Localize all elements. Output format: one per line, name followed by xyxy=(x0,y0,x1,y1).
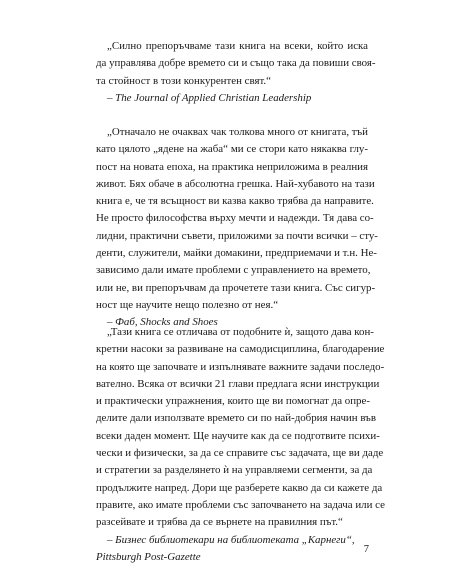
quote-line: разсейвате и трябва да се върнете на правилния път.“ xyxy=(96,516,343,529)
quote-line: „Отначало не очаквах чак толкова много от книгата, тъй xyxy=(107,126,368,138)
quote-line: „Тази книга се отличава от подобните ѝ, защото дава кон- xyxy=(107,326,374,338)
source-dash: – xyxy=(107,533,116,546)
quote-source xyxy=(96,532,368,549)
quote-line: кретни насоки за развиване на самодисциплина, благодарение xyxy=(96,343,385,356)
source-dash: – xyxy=(107,91,116,104)
quote-source xyxy=(96,90,368,107)
quote-line: продължите напред. Дори ще разберете какво да си кажете да xyxy=(96,481,383,494)
quote-line: чески и физически, за да се справите със задачата, ще ви даде xyxy=(96,447,384,460)
quote-line: и практически упражнения, които ще ви помогнат да опре- xyxy=(96,395,370,408)
source-name: Бизнес библиотекари на библиотеката „Карнеги“, xyxy=(115,533,355,546)
quote-line: денти, служители, майки домакини, предприемачи и т.н. Не- xyxy=(96,247,377,260)
quote-line: делите дали използвате времето си по най-добрия начин във xyxy=(96,412,376,425)
quote-line: лидни, практични съвети, приложими за почти всички – сту- xyxy=(96,229,378,242)
source-name: Фаб, Shocks and Shoes xyxy=(115,316,218,329)
quote-line: или не, ви препоръчвам да прочетете тази книга. Със сигур- xyxy=(96,281,376,294)
quote-line: живот. Бях обаче в абсолютна грешка. Най-хубавото на тази xyxy=(96,177,375,190)
quote-line: като цялото „ядене на жаба“ ми се стори като някаква глу- xyxy=(96,143,368,156)
quote-line: правите, ако имате проблеми със започването на задача или се xyxy=(96,498,385,511)
quote-source-continuation: Pittsburgh Post-Gazette xyxy=(96,550,201,563)
quote-line: Не просто философства върху мечти и надежди. Тя дава со- xyxy=(96,212,374,225)
quote-line: всеки даден момент. Ще научите как да се подготвите психи- xyxy=(96,429,380,442)
quote-line: и стратегии за разделянето ѝ на управляеми сегменти, за да xyxy=(96,464,373,477)
quote-line: книга е, че тя всъщност ви казва какво трябва да направите. xyxy=(96,195,374,208)
review-quote-carnegie xyxy=(96,324,385,566)
page-number: 7 xyxy=(363,544,369,555)
quote-line: „Силно препоръчваме тази книга на всеки, който иска xyxy=(107,40,368,52)
source-name: The Journal of Applied Christian Leadership xyxy=(115,91,312,104)
review-quote-journal xyxy=(96,38,376,107)
source-dash: – xyxy=(107,316,116,329)
quote-line: та стойност в този конкурентен свят.“ xyxy=(96,74,271,87)
quote-line: да управлява добре времето си и също така да повиши своя- xyxy=(96,57,376,70)
quote-line: ност ще научите нещо полезно от нея.“ xyxy=(96,298,279,311)
quote-line: зависимо дали имате проблеми с управлението на времето, xyxy=(96,264,371,277)
quote-line: вателно. Всяка от всички 21 глави предлага ясни инструкции xyxy=(96,377,380,390)
quote-line: на която ще започвате и изпълнявате важните задачи последо- xyxy=(96,360,385,373)
quote-line: пост на новата епоха, на практика неприложима в реалния xyxy=(96,160,368,173)
